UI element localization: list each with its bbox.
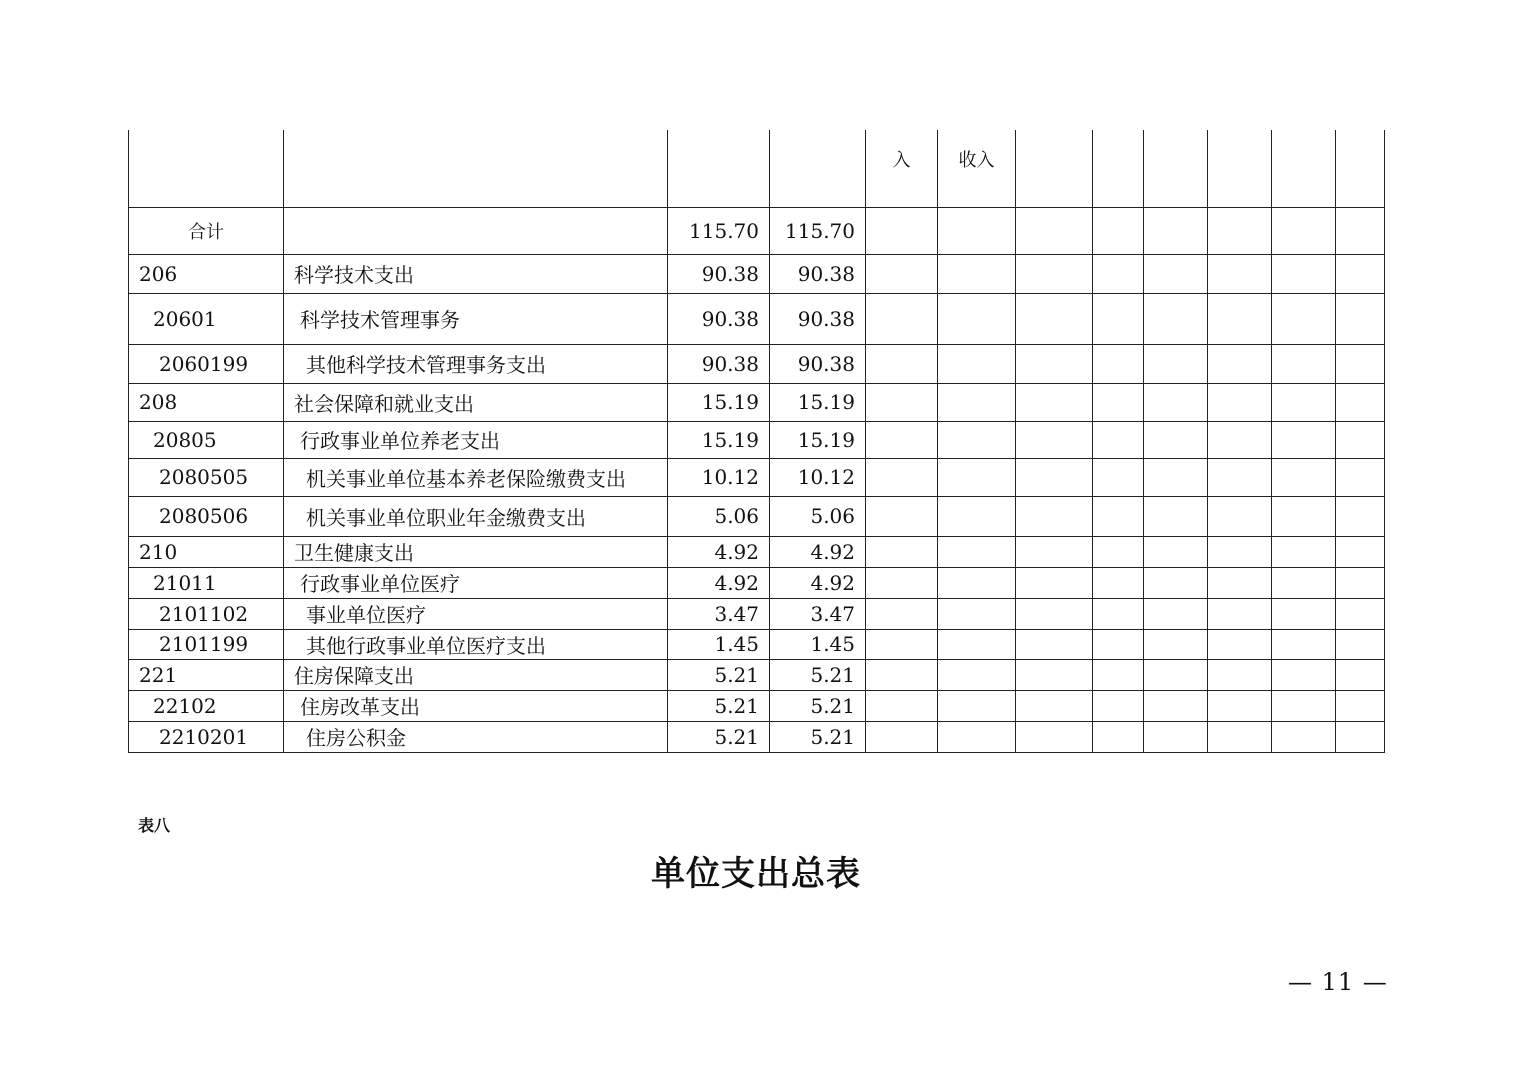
row-name bbox=[284, 659, 668, 690]
row-value-1: 5.21 bbox=[668, 659, 770, 690]
empty-cell bbox=[866, 659, 938, 690]
row-value-1: 1.45 bbox=[668, 629, 770, 659]
page-number: — 11 — bbox=[1288, 968, 1388, 996]
row-name bbox=[284, 567, 668, 598]
row-name bbox=[284, 293, 668, 344]
empty-cell bbox=[866, 458, 938, 496]
row-name-text: 机关事业单位基本养老保险缴费支出 bbox=[306, 466, 626, 491]
empty-cell bbox=[1144, 496, 1208, 536]
row-name bbox=[284, 721, 668, 752]
empty-cell bbox=[1144, 344, 1208, 383]
empty-cell bbox=[1016, 458, 1093, 496]
page-title: 单位支出总表 bbox=[651, 854, 861, 894]
row-code bbox=[129, 567, 284, 598]
table-row bbox=[129, 659, 1385, 690]
row-code-text: 208 bbox=[139, 390, 178, 414]
header-row bbox=[129, 130, 1385, 207]
empty-cell bbox=[866, 421, 938, 458]
empty-cell bbox=[1144, 421, 1208, 458]
empty-cell bbox=[1093, 567, 1144, 598]
table-row bbox=[129, 721, 1385, 752]
empty-cell bbox=[1272, 383, 1336, 421]
row-value-1: 15.19 bbox=[668, 383, 770, 421]
table-row bbox=[129, 254, 1385, 293]
empty-cell bbox=[938, 721, 1016, 752]
empty-cell bbox=[1208, 629, 1272, 659]
empty-cell bbox=[938, 690, 1016, 721]
empty-cell bbox=[1093, 383, 1144, 421]
empty-cell bbox=[1208, 536, 1272, 567]
empty-cell bbox=[1272, 629, 1336, 659]
total-row bbox=[129, 207, 1385, 254]
empty-cell bbox=[1016, 344, 1093, 383]
empty-cell bbox=[1144, 254, 1208, 293]
empty-cell bbox=[1016, 383, 1093, 421]
empty-cell bbox=[1336, 659, 1385, 690]
row-value-2: 5.21 bbox=[770, 690, 866, 721]
total-label: 合计 bbox=[129, 207, 284, 254]
empty-cell bbox=[866, 629, 938, 659]
row-code bbox=[129, 659, 284, 690]
row-code-text: 20805 bbox=[153, 427, 217, 452]
empty-cell bbox=[1336, 598, 1385, 629]
row-value-2: 90.38 bbox=[770, 293, 866, 344]
empty-cell bbox=[1336, 567, 1385, 598]
row-name bbox=[284, 421, 668, 458]
empty-cell bbox=[1144, 293, 1208, 344]
row-value-2: 3.47 bbox=[770, 598, 866, 629]
row-name bbox=[284, 254, 668, 293]
total-value-1: 115.70 bbox=[668, 207, 770, 254]
row-value-1: 3.47 bbox=[668, 598, 770, 629]
empty-cell bbox=[938, 496, 1016, 536]
row-code-text: 2101199 bbox=[159, 632, 249, 656]
empty-cell bbox=[1016, 629, 1093, 659]
row-code bbox=[129, 496, 284, 536]
empty-cell bbox=[1272, 598, 1336, 629]
empty-cell bbox=[1336, 536, 1385, 567]
empty-cell bbox=[866, 293, 938, 344]
empty-cell bbox=[938, 536, 1016, 567]
row-value-2: 4.92 bbox=[770, 567, 866, 598]
row-code bbox=[129, 458, 284, 496]
empty-cell bbox=[938, 567, 1016, 598]
empty-cell bbox=[1016, 690, 1093, 721]
empty-cell bbox=[1016, 721, 1093, 752]
row-name-text: 科学技术支出 bbox=[294, 263, 414, 287]
empty-cell bbox=[1208, 659, 1272, 690]
empty-cell bbox=[938, 383, 1016, 421]
empty-cell bbox=[1093, 536, 1144, 567]
row-code-text: 2080505 bbox=[159, 465, 249, 489]
table-number: 表八 bbox=[138, 816, 171, 835]
table-row bbox=[129, 629, 1385, 659]
empty-cell bbox=[1093, 293, 1144, 344]
empty-cell bbox=[1336, 496, 1385, 536]
empty-cell bbox=[1016, 536, 1093, 567]
empty-cell bbox=[1016, 421, 1093, 458]
empty-cell bbox=[1016, 659, 1093, 690]
empty-cell bbox=[938, 344, 1016, 383]
header-cell-income: 收入 bbox=[938, 130, 1016, 207]
row-name bbox=[284, 690, 668, 721]
empty-cell bbox=[866, 598, 938, 629]
table-row bbox=[129, 496, 1385, 536]
empty-cell bbox=[1093, 254, 1144, 293]
table-row bbox=[129, 536, 1385, 567]
row-name-text: 行政事业单位养老支出 bbox=[300, 429, 500, 453]
empty-cell bbox=[938, 458, 1016, 496]
row-value-2: 5.21 bbox=[770, 721, 866, 752]
row-code bbox=[129, 690, 284, 721]
row-code-text: 210 bbox=[139, 539, 178, 564]
empty-cell bbox=[938, 254, 1016, 293]
row-code bbox=[129, 344, 284, 383]
row-value-1: 15.19 bbox=[668, 421, 770, 458]
row-code-text: 21011 bbox=[153, 570, 217, 595]
empty-cell bbox=[1093, 629, 1144, 659]
row-name-text: 其他科学技术管理事务支出 bbox=[306, 353, 546, 377]
empty-cell bbox=[866, 254, 938, 293]
row-value-2: 15.19 bbox=[770, 383, 866, 421]
row-name bbox=[284, 383, 668, 421]
empty-cell bbox=[1272, 567, 1336, 598]
empty-cell bbox=[1208, 458, 1272, 496]
table-row bbox=[129, 567, 1385, 598]
empty-cell bbox=[1144, 383, 1208, 421]
row-code bbox=[129, 254, 284, 293]
row-value-2: 90.38 bbox=[770, 254, 866, 293]
row-value-2: 15.19 bbox=[770, 421, 866, 458]
empty-cell bbox=[1093, 458, 1144, 496]
row-name bbox=[284, 536, 668, 567]
row-value-2: 5.21 bbox=[770, 659, 866, 690]
empty-cell bbox=[938, 421, 1016, 458]
empty-cell bbox=[1144, 690, 1208, 721]
row-value-2: 4.92 bbox=[770, 536, 866, 567]
row-code-text: 2101102 bbox=[159, 601, 249, 626]
row-value-1: 4.92 bbox=[668, 567, 770, 598]
empty-cell bbox=[1093, 496, 1144, 536]
empty-cell bbox=[1144, 458, 1208, 496]
row-value-1: 4.92 bbox=[668, 536, 770, 567]
empty-cell bbox=[866, 344, 938, 383]
row-code-text: 22102 bbox=[153, 693, 217, 718]
empty-cell bbox=[1272, 536, 1336, 567]
table-row bbox=[129, 598, 1385, 629]
empty-cell bbox=[1336, 458, 1385, 496]
row-name-text: 行政事业单位医疗 bbox=[300, 572, 460, 596]
row-name-text: 住房改革支出 bbox=[300, 695, 420, 719]
empty-cell bbox=[938, 293, 1016, 344]
empty-cell bbox=[1093, 421, 1144, 458]
total-value-2: 115.70 bbox=[770, 207, 866, 254]
table-row bbox=[129, 383, 1385, 421]
row-code bbox=[129, 383, 284, 421]
empty-cell bbox=[1336, 383, 1385, 421]
empty-cell bbox=[1093, 598, 1144, 629]
header-cell-income-tail: 入 bbox=[866, 130, 938, 207]
empty-cell bbox=[1272, 293, 1336, 344]
empty-cell bbox=[866, 383, 938, 421]
row-name-text: 事业单位医疗 bbox=[306, 603, 426, 627]
row-value-2: 5.06 bbox=[770, 496, 866, 536]
budget-table bbox=[128, 130, 1385, 753]
row-value-1: 90.38 bbox=[668, 254, 770, 293]
row-name-text: 其他行政事业单位医疗支出 bbox=[306, 633, 546, 658]
table-body bbox=[129, 130, 1385, 752]
row-value-2: 1.45 bbox=[770, 629, 866, 659]
empty-cell bbox=[1208, 383, 1272, 421]
row-name-text: 住房保障支出 bbox=[294, 664, 414, 688]
row-value-2: 90.38 bbox=[770, 344, 866, 383]
row-code bbox=[129, 598, 284, 629]
row-value-1: 90.38 bbox=[668, 344, 770, 383]
row-value-1: 5.21 bbox=[668, 721, 770, 752]
row-value-1: 5.06 bbox=[668, 496, 770, 536]
empty-cell bbox=[1336, 254, 1385, 293]
empty-cell bbox=[1336, 690, 1385, 721]
row-name-text: 社会保障和就业支出 bbox=[294, 391, 474, 416]
row-code-text: 2080506 bbox=[159, 504, 249, 528]
empty-cell bbox=[1272, 421, 1336, 458]
empty-cell bbox=[1093, 690, 1144, 721]
empty-cell bbox=[1144, 598, 1208, 629]
row-code bbox=[129, 629, 284, 659]
empty-cell bbox=[1208, 293, 1272, 344]
empty-cell bbox=[1336, 293, 1385, 344]
empty-cell bbox=[1336, 629, 1385, 659]
empty-cell bbox=[1016, 598, 1093, 629]
empty-cell bbox=[866, 690, 938, 721]
row-code-text: 2060199 bbox=[159, 351, 249, 376]
empty-cell bbox=[1093, 721, 1144, 752]
empty-cell bbox=[866, 496, 938, 536]
row-name bbox=[284, 496, 668, 536]
empty-cell bbox=[866, 536, 938, 567]
empty-cell bbox=[1093, 344, 1144, 383]
empty-cell bbox=[1336, 421, 1385, 458]
empty-cell bbox=[1144, 659, 1208, 690]
empty-cell bbox=[1144, 536, 1208, 567]
row-name-text: 卫生健康支出 bbox=[294, 541, 414, 565]
empty-cell bbox=[1208, 690, 1272, 721]
empty-cell bbox=[1016, 567, 1093, 598]
empty-cell bbox=[1272, 458, 1336, 496]
empty-cell bbox=[1208, 567, 1272, 598]
row-code-text: 20601 bbox=[153, 306, 217, 331]
empty-cell bbox=[1208, 254, 1272, 293]
empty-cell bbox=[1272, 496, 1336, 536]
row-code bbox=[129, 536, 284, 567]
empty-cell bbox=[1144, 567, 1208, 598]
empty-cell bbox=[1208, 598, 1272, 629]
row-value-1: 90.38 bbox=[668, 293, 770, 344]
empty-cell bbox=[1016, 254, 1093, 293]
row-name-text: 科学技术管理事务 bbox=[300, 308, 460, 332]
empty-cell bbox=[1336, 344, 1385, 383]
empty-cell bbox=[1208, 344, 1272, 383]
empty-cell bbox=[1272, 721, 1336, 752]
row-code-text: 206 bbox=[139, 261, 178, 286]
row-name-text: 住房公积金 bbox=[306, 726, 406, 750]
table-row bbox=[129, 421, 1385, 458]
empty-cell bbox=[1208, 496, 1272, 536]
table-row bbox=[129, 690, 1385, 721]
empty-cell bbox=[1272, 659, 1336, 690]
row-name bbox=[284, 344, 668, 383]
table-row bbox=[129, 344, 1385, 383]
empty-cell bbox=[1144, 629, 1208, 659]
row-name bbox=[284, 458, 668, 496]
row-code bbox=[129, 721, 284, 752]
row-value-1: 5.21 bbox=[668, 690, 770, 721]
row-code bbox=[129, 421, 284, 458]
empty-cell bbox=[938, 659, 1016, 690]
empty-cell bbox=[1336, 721, 1385, 752]
row-value-2: 10.12 bbox=[770, 458, 866, 496]
row-name-text: 机关事业单位职业年金缴费支出 bbox=[306, 505, 586, 530]
row-name bbox=[284, 598, 668, 629]
empty-cell bbox=[1208, 421, 1272, 458]
empty-cell bbox=[1272, 344, 1336, 383]
row-code bbox=[129, 293, 284, 344]
empty-cell bbox=[938, 598, 1016, 629]
table-row bbox=[129, 458, 1385, 496]
table-row bbox=[129, 293, 1385, 344]
row-code-text: 2210201 bbox=[159, 724, 249, 749]
empty-cell bbox=[1208, 721, 1272, 752]
empty-cell bbox=[866, 567, 938, 598]
empty-cell bbox=[1016, 293, 1093, 344]
row-name bbox=[284, 629, 668, 659]
empty-cell bbox=[1272, 690, 1336, 721]
empty-cell bbox=[1144, 721, 1208, 752]
row-value-1: 10.12 bbox=[668, 458, 770, 496]
empty-cell bbox=[866, 721, 938, 752]
empty-cell bbox=[1016, 496, 1093, 536]
row-code-text: 221 bbox=[139, 662, 178, 687]
empty-cell bbox=[938, 629, 1016, 659]
empty-cell bbox=[1093, 659, 1144, 690]
empty-cell bbox=[1272, 254, 1336, 293]
